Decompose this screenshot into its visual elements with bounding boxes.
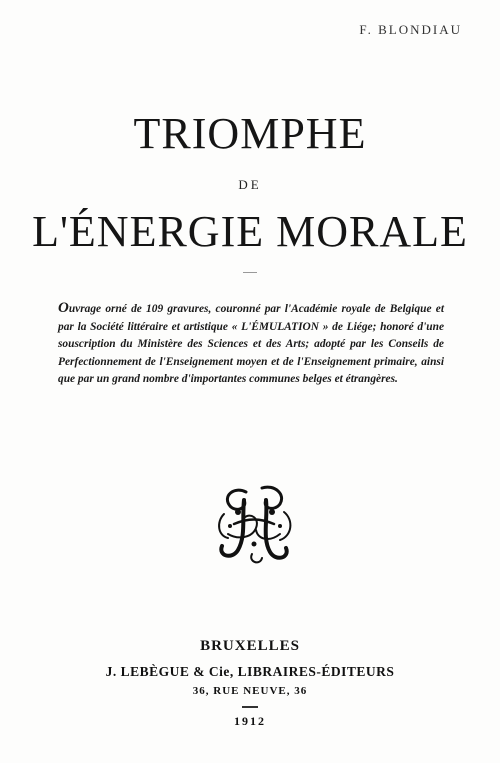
monogram-ornament-icon bbox=[208, 478, 300, 570]
description-dropcap: O bbox=[58, 300, 69, 316]
imprint-address: 36, RUE NEUVE, 36 bbox=[192, 685, 308, 697]
book-description bbox=[58, 300, 444, 389]
title-separator bbox=[243, 272, 257, 273]
description-text: uvrage orné de 109 gravures, couronné par l'Académie royale de Belgique et par la Société littéraire et artistique « L'ÉMULATION » de Liége; honoré d'une souscription du Ministère des Sciences et des Arts; adopté par les Conseils de Perfectionnement de l'Enseignement moyen et de l'Enseignement primaire, ainsi que par un grand nombre d'importantes communes belges et étrangères. bbox=[58, 303, 444, 385]
title-line-1: TRIOMPHE bbox=[133, 109, 367, 158]
title-connector: DE bbox=[238, 177, 262, 192]
publication-year: 1912 bbox=[234, 714, 266, 728]
title-line-2: L'ÉNERGIE MORALE bbox=[32, 207, 468, 256]
imprint-rule bbox=[242, 706, 258, 708]
imprint-publisher: J. LEBÈGUE & Cie, LIBRAIRES-ÉDITEURS bbox=[105, 664, 395, 679]
author-name: F. BLONDIAU bbox=[359, 22, 462, 37]
imprint-city: BRUXELLES bbox=[200, 638, 300, 654]
